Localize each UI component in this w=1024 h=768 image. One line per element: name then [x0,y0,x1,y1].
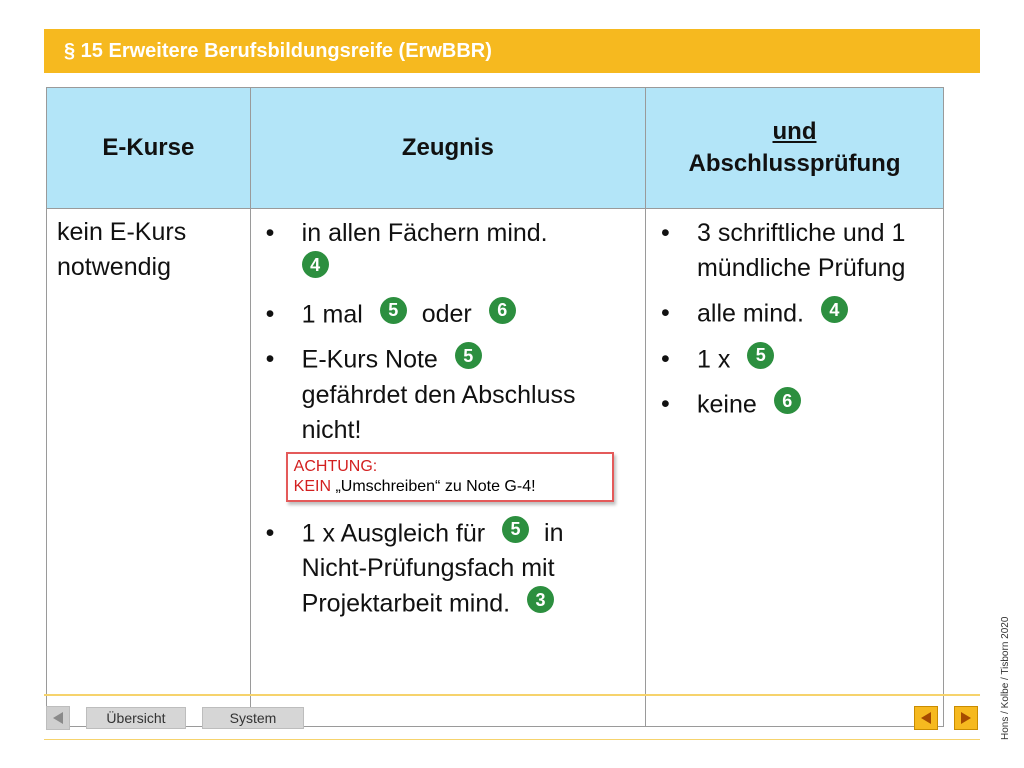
list-item [655,342,932,378]
author-credit: Hons / Kolbe / Tisborn 2020 [1000,616,1011,740]
zeugnis-item4-pre: 1 x Ausgleich für [301,519,486,547]
bullet-icon: • [265,345,275,373]
list-item [655,387,932,423]
bullet-icon: • [265,518,275,547]
grade-badge-icon: 5 [455,342,482,369]
list-item [260,516,634,622]
e-kurse-line1: kein E-Kurs [57,218,187,246]
bullet-icon: • [265,299,275,328]
pruefung-list [647,216,942,423]
pruefung-item4-text: keine [696,390,757,419]
title-bar [44,29,980,73]
zeugnis-list [252,216,644,448]
warning-kein: KEIN [293,477,332,495]
table-header-row [47,88,944,209]
zeugnis-item1-text: in allen Fächern mind. [301,219,548,247]
header-abschlusspruefung-text: Abschlussprüfung [688,150,901,177]
zeugnis-list-2 [252,516,644,622]
warning-box [286,452,614,502]
pruefung-item2-text: alle mind. [696,299,804,328]
grade-badge-icon: 5 [502,516,529,543]
warning-text: „Umschreiben“ zu Note G-4! [335,477,536,495]
system-button[interactable]: System [202,707,304,729]
grade-badge-icon: 6 [774,387,801,414]
zeugnis-item4-mid: in [544,519,564,547]
list-item [655,296,932,332]
header-zeugnis: Zeugnis [250,88,645,209]
e-kurse-cell [47,209,251,727]
table-row [47,209,944,727]
header-e-kurse: E-Kurse [47,88,251,209]
bullet-icon: • [660,219,670,247]
bullet-icon: • [265,219,275,247]
grade-badge-icon: 5 [747,342,774,369]
zeugnis-item4-line3: Projektarbeit mind. [301,589,511,618]
criteria-table [46,87,944,727]
header-abschlusspruefung [645,88,943,209]
pruefung-item3-text: 1 x [696,345,731,373]
header-und: und [772,118,817,145]
previous-slide-arrow-icon[interactable] [914,706,938,730]
warning-title: ACHTUNG: [293,457,378,475]
overview-button[interactable]: Übersicht [86,707,186,729]
nav-divider-bottom [44,739,980,740]
zeugnis-item2-pre: 1 mal [301,300,363,328]
zeugnis-item3-post: gefährdet den Abschluss nicht! [301,380,576,444]
grade-badge-icon: 4 [302,251,329,278]
zeugnis-cell [250,209,645,727]
list-item [260,297,634,333]
pruefung-cell [645,209,943,727]
grade-badge-icon: 5 [380,297,407,324]
list-item [260,342,634,448]
bullet-icon: • [660,299,670,327]
page-title: § 15 Erweitere Berufsbildungsreife (ErwBBR) [64,39,492,62]
grade-badge-icon: 4 [821,296,848,323]
zeugnis-item2-mid: oder [421,300,472,328]
zeugnis-item4-line2: Nicht-Prüfungsfach mit [301,554,555,582]
e-kurse-line2: notwendig [57,253,171,281]
grade-badge-icon: 6 [489,297,516,324]
back-arrow-icon[interactable] [46,706,70,730]
list-item [260,216,634,287]
list-item [655,216,932,286]
next-slide-arrow-icon[interactable] [954,706,978,730]
nav-divider-top [44,694,980,696]
zeugnis-item3-pre: E-Kurs Note [301,345,438,374]
pruefung-item1-text: 3 schriftliche und 1 mündliche Prüfung [696,219,906,282]
bullet-icon: • [660,344,670,373]
grade-badge-icon: 3 [527,586,554,613]
bullet-icon: • [660,390,670,418]
